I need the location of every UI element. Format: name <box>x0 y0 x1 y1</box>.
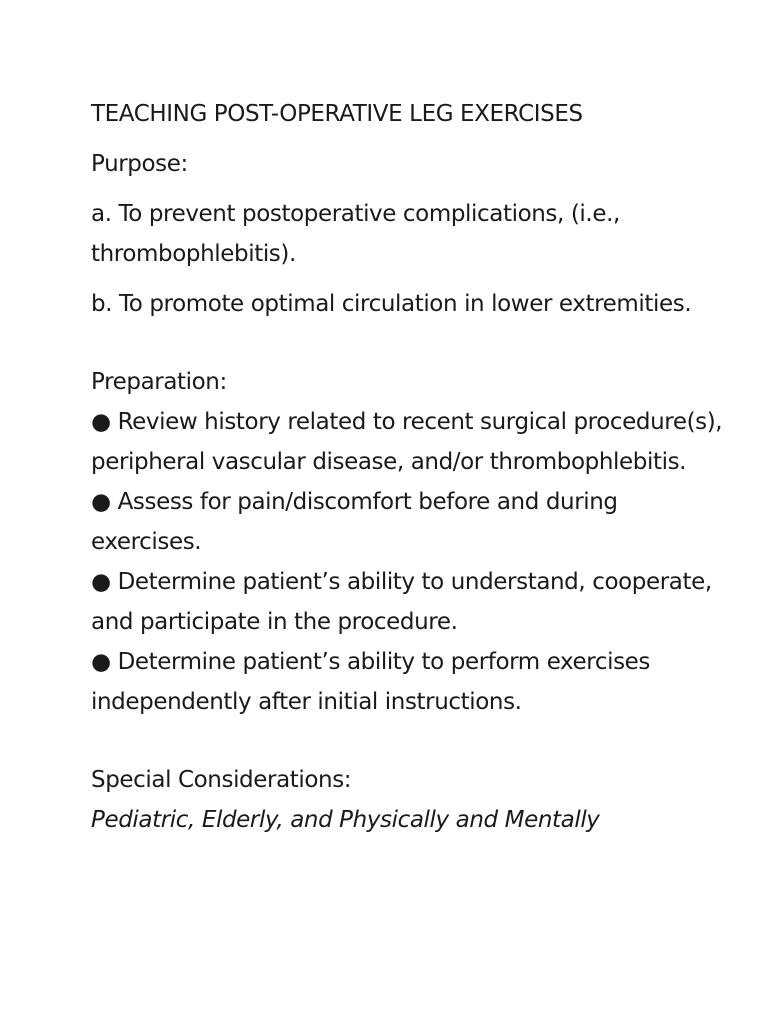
preparation-item: ● Determine patient’s ability to perform exercises independently after initial instructions. <box>91 649 650 715</box>
purpose-item: b. To promote optimal circulation in lower extremities. <box>91 291 692 317</box>
purpose-item: a. To prevent postoperative complications, (i.e., thrombophlebitis). <box>91 201 620 267</box>
preparation-heading: Preparation: <box>91 369 227 395</box>
document-title: TEACHING POST-OPERATIVE LEG EXERCISES <box>91 101 583 127</box>
preparation-item: ● Assess for pain/discomfort before and during exercises. <box>91 489 618 555</box>
purpose-heading: Purpose: <box>91 151 188 177</box>
special-considerations-heading: Special Considerations: <box>91 767 352 793</box>
special-considerations-subheading: Pediatric, Elderly, and Physically and Mentally <box>91 807 600 833</box>
preparation-item: ● Review history related to recent surgical procedure(s), peripheral vascular disease, and/or thrombophlebitis. <box>91 409 723 475</box>
preparation-item: ● Determine patient’s ability to understand, cooperate, and participate in the procedure. <box>91 569 712 635</box>
document-body <box>91 94 731 840</box>
